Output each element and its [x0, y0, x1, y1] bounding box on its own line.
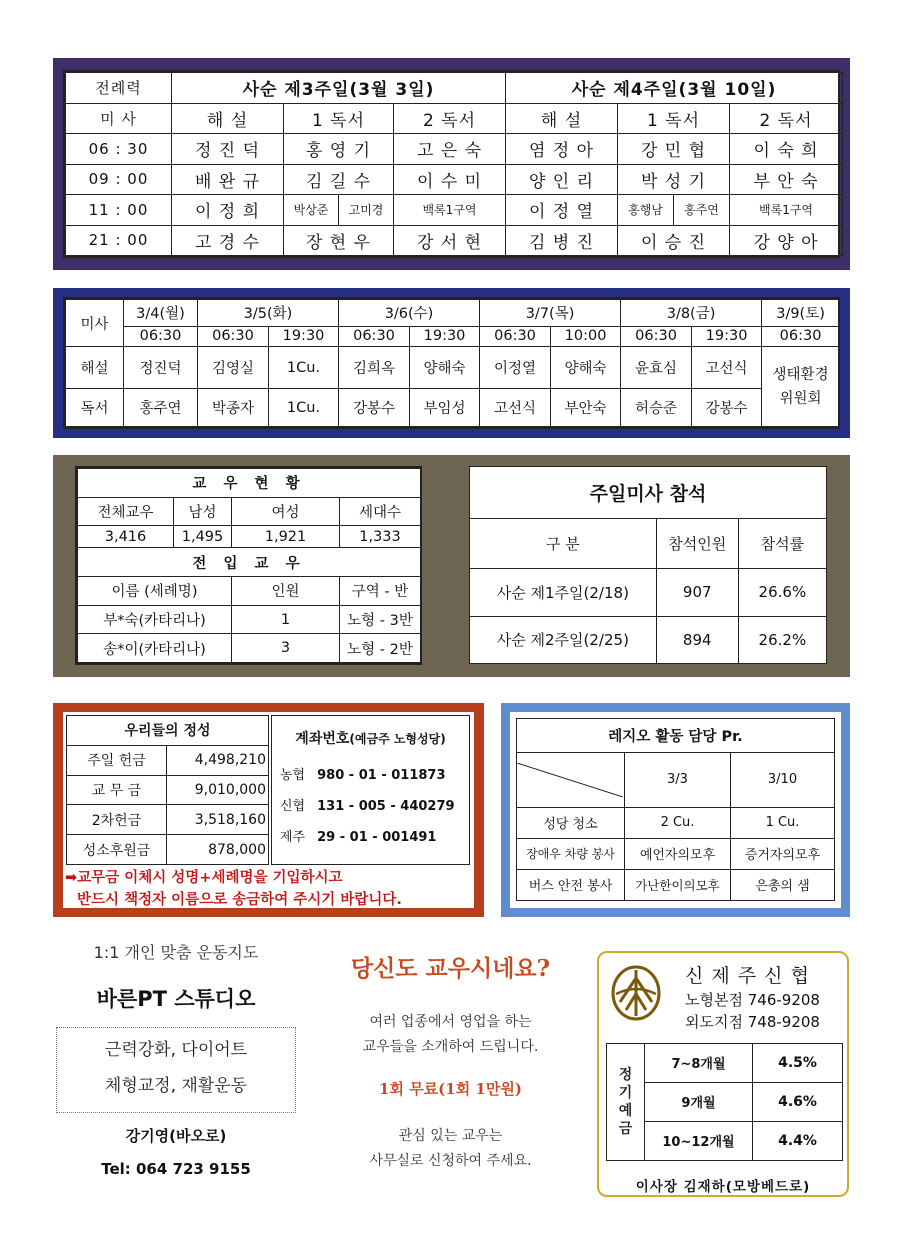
diagonal-line: [517, 763, 623, 797]
offering-panel: [53, 703, 484, 917]
parish-header: 전체교우: [78, 497, 174, 526]
day-header: 3/4(월): [124, 300, 198, 327]
schedule-cell: 이 정 희: [172, 195, 284, 226]
credit-union-logo-icon: [610, 964, 662, 1022]
parish-value: 1,921: [232, 526, 340, 548]
attendance-header: 구 분: [470, 519, 657, 569]
ad-line: 여러 업종에서 영업을 하는: [369, 1014, 532, 1030]
schedule-row: [66, 164, 843, 195]
schedule-cell: 장 현 우: [284, 225, 394, 256]
parish-header: 세대수: [340, 497, 421, 526]
pt-services-box: [56, 1027, 296, 1113]
bank-name: 제주: [280, 830, 306, 845]
attendance-label: 사순 제2주일(2/25): [470, 616, 657, 664]
transfer-title: 전 입 교 우: [78, 548, 421, 577]
schedule-cell: 홍행남: [618, 195, 674, 226]
parish-status-table: [77, 468, 421, 663]
schedule-cell: 김 병 진: [506, 225, 618, 256]
reader-cell: 강봉수: [692, 389, 762, 427]
attendance-box: [469, 466, 827, 664]
reader-cell: 부안숙: [551, 389, 621, 427]
deposit-rate: 4.6%: [753, 1082, 843, 1121]
commentator-cell: 윤효심: [621, 347, 692, 389]
reader-cell: 박종자: [198, 389, 269, 427]
commentator-cell: 1Cu.: [269, 347, 339, 389]
legio-panel: [501, 703, 850, 917]
transfer-header: 이름 (세례명): [78, 577, 232, 606]
schedule-cell: 백록1구역: [394, 195, 506, 226]
attendance-row: [470, 616, 827, 664]
account-number: 29 - 01 - 001491: [317, 830, 437, 845]
commentator-cell: 김희옥: [339, 347, 410, 389]
account-row: [280, 826, 469, 845]
mass-label: 미 사: [66, 103, 172, 134]
offering-label: 주일 헌금: [67, 745, 167, 775]
role-header: 1 독서: [284, 103, 394, 134]
pt-service: 체형교정, 재활운동: [104, 1076, 248, 1096]
schedule-cell: 백록1구역: [730, 195, 843, 226]
attendance-label: 사순 제1주일(2/18): [470, 569, 657, 617]
credit-union-ad: [597, 951, 849, 1197]
offering-row: [67, 835, 269, 865]
offering-amount: 9,010,000: [167, 775, 269, 805]
legio-row: [517, 869, 835, 900]
attendance-rate: 26.6%: [738, 569, 826, 617]
transfer-note-line1: ➡교무금 이체시 성명+세례명을 기입하시고: [65, 870, 343, 886]
pt-service: 근력강화, 다이어트: [104, 1040, 248, 1060]
offering-row: [67, 805, 269, 835]
reader-cell: 홍주연: [124, 389, 198, 427]
schedule-cell: 고미경: [339, 195, 394, 226]
ad-line: 사무실로 신청하여 주세요.: [369, 1153, 532, 1169]
reader-label: 독서: [66, 389, 124, 427]
offering-table: [66, 715, 269, 865]
pt-tagline: 1:1 개인 맞춤 운동지도: [93, 943, 259, 962]
legio-cell: 2 Cu.: [625, 807, 731, 838]
pt-name: 바른PT 스튜디오: [96, 987, 256, 1011]
reader-cell: 1Cu.: [269, 389, 339, 427]
schedule-cell: 양 인 리: [506, 164, 618, 195]
day-header: 3/6(수): [339, 300, 480, 327]
account-row: [280, 795, 469, 814]
legio-cell: 가난한이의모후: [625, 869, 731, 900]
schedule-cell: 이 숙 희: [730, 134, 843, 165]
schedule-cell: 박 성 기: [618, 164, 730, 195]
time-cell: 06:30: [480, 326, 551, 347]
schedule-cell: 이 승 진: [618, 225, 730, 256]
schedule-cell: 김 길 수: [284, 164, 394, 195]
role-header: 해 설: [172, 103, 284, 134]
mass-time: 09 : 00: [66, 164, 172, 195]
attendance-rate: 26.2%: [738, 616, 826, 664]
transfer-area: 노형 - 3반: [340, 605, 421, 634]
parish-status-title: 교 우 현 황: [78, 469, 421, 498]
legio-title: 레지오 활동 담당 Pr.: [517, 719, 835, 753]
legio-row: [517, 838, 835, 869]
schedule-cell: 정 진 덕: [172, 134, 284, 165]
attendance-count: 907: [656, 569, 738, 617]
attendance-header: 참석률: [738, 519, 826, 569]
schedule-cell: 배 완 규: [172, 164, 284, 195]
branch-info: 외도지점 748-9208: [685, 1013, 820, 1031]
weekday-schedule-panel: [53, 288, 850, 438]
day-header: 3/7(목): [480, 300, 621, 327]
schedule-cell: 부 안 숙: [730, 164, 843, 195]
commentator-cell: 양해숙: [551, 347, 621, 389]
schedule-cell: 강 민 협: [618, 134, 730, 165]
chairman: 이사장 김재하(모방베드로): [635, 1179, 811, 1195]
deposit-label: 정 기 예 금: [607, 1044, 645, 1161]
mass-time: 21 : 00: [66, 225, 172, 256]
time-cell: 19:30: [269, 326, 339, 347]
account-row: [280, 764, 469, 783]
deposit-term: 9개월: [645, 1082, 753, 1121]
legio-label: 성당 청소: [517, 807, 625, 838]
pt-studio-ad: [56, 940, 296, 1178]
day-header: 3/8(금): [621, 300, 762, 327]
ad-line: 관심 있는 교우는: [398, 1128, 503, 1144]
parish-header: 남성: [174, 497, 232, 526]
account-title: 계좌번호(예금주 노형성당): [295, 731, 446, 747]
deposit-term: 7~8개월: [645, 1044, 753, 1083]
mass-label: 미사: [66, 300, 124, 347]
legio-date: 3/10: [731, 753, 835, 807]
time-cell: 19:30: [410, 326, 480, 347]
member-business-ad: [318, 950, 583, 1170]
commentator-cell: 양해숙: [410, 347, 480, 389]
legio-label: 버스 안전 봉사: [517, 869, 625, 900]
time-cell: 06:30: [621, 326, 692, 347]
offering-amount: 878,000: [167, 835, 269, 865]
offering-row: [67, 745, 269, 775]
legio-table: [516, 718, 835, 901]
offering-row: [67, 775, 269, 805]
offering-label: 성소후원금: [67, 835, 167, 865]
schedule-row: [66, 134, 843, 165]
deposit-rate: 4.5%: [753, 1044, 843, 1083]
role-header: 2 독서: [730, 103, 843, 134]
schedule-cell: 강 양 아: [730, 225, 843, 256]
mass-time: 11 : 00: [66, 195, 172, 226]
legio-row: [517, 807, 835, 838]
offering-amount: 4,498,210: [167, 745, 269, 775]
transfer-header: 구역 - 반: [340, 577, 421, 606]
sunday-schedule-table: [65, 72, 843, 256]
transfer-name: 부*숙(카타리나): [78, 605, 232, 634]
transfer-name: 송*이(카타리나): [78, 634, 232, 663]
parish-value: 1,333: [340, 526, 421, 548]
commentator-cell: 이정열: [480, 347, 551, 389]
time-cell: 06:30: [198, 326, 269, 347]
week4-header: 사순 제4주일(3월 10일): [506, 73, 843, 104]
offering-label: 2차헌금: [67, 805, 167, 835]
commentator-label: 해설: [66, 347, 124, 389]
legio-cell: 예언자의모후: [625, 838, 731, 869]
reader-cell: 강봉수: [339, 389, 410, 427]
week3-header: 사순 제3주일(3월 3일): [172, 73, 506, 104]
legio-cell: 증거자의모후: [731, 838, 835, 869]
role-header: 해 설: [506, 103, 618, 134]
day-header: 3/5(화): [198, 300, 339, 327]
parish-value: 1,495: [174, 526, 232, 548]
deposit-rate: 4.4%: [753, 1121, 843, 1160]
statistics-panel: [53, 455, 850, 677]
offering-amount: 3,518,160: [167, 805, 269, 835]
reader-cell: 고선식: [480, 389, 551, 427]
parish-header: 여성: [232, 497, 340, 526]
bank-name: 신협: [280, 799, 306, 814]
time-cell: 10:00: [551, 326, 621, 347]
schedule-cell: 염 정 아: [506, 134, 618, 165]
sunday-schedule-panel: [53, 58, 850, 270]
role-header: 1 독서: [618, 103, 730, 134]
deposit-rate-table: [606, 1043, 843, 1161]
schedule-cell: 이 정 열: [506, 195, 618, 226]
commentator-cell: 고선식: [692, 347, 762, 389]
offering-title: 우리들의 정성: [67, 716, 269, 746]
branch-info: 노형본점 746-9208: [685, 991, 820, 1009]
ad-title: 당신도 교우시네요?: [350, 955, 551, 982]
schedule-cell: 홍 영 기: [284, 134, 394, 165]
time-cell: 19:30: [692, 326, 762, 347]
attendance-row: [470, 569, 827, 617]
credit-union-name: 신 제 주 신 협: [685, 965, 810, 987]
time-cell: 06:30: [124, 326, 198, 347]
reader-cell: 부임성: [410, 389, 480, 427]
ad-line: 교우들을 소개하여 드립니다.: [362, 1039, 539, 1055]
attendance-header: 참석인원: [656, 519, 738, 569]
pt-phone: Tel: 064 723 9155: [101, 1160, 251, 1178]
bank-account-box: [271, 715, 470, 865]
account-number: 131 - 005 - 440279: [317, 799, 455, 814]
pt-owner: 강기영(바오로): [125, 1127, 227, 1145]
transfer-count: 1: [232, 605, 340, 634]
attendance-count: 894: [656, 616, 738, 664]
diagonal-corner: [517, 753, 625, 807]
time-cell: 06:30: [339, 326, 410, 347]
attendance-table: [469, 466, 827, 664]
transfer-area: 노형 - 2반: [340, 634, 421, 663]
legio-label: 장애우 차량 봉사: [517, 838, 625, 869]
transfer-row: [78, 605, 421, 634]
legio-date: 3/3: [625, 753, 731, 807]
deposit-term: 10~12개월: [645, 1121, 753, 1160]
transfer-note-line2: 반드시 책정자 이름으로 송금하여 주시기 바랍니다.: [77, 892, 402, 908]
offering-label: 교 무 금: [67, 775, 167, 805]
schedule-cell: 이 수 미: [394, 164, 506, 195]
weekday-schedule-table: [65, 299, 840, 427]
ad-price: 1회 무료(1회 1만원): [379, 1080, 522, 1098]
mass-time: 06 : 30: [66, 134, 172, 165]
schedule-cell: 홍주연: [674, 195, 730, 226]
bank-name: 농협: [280, 768, 306, 783]
reader-cell: 허승준: [621, 389, 692, 427]
schedule-cell: 박상준: [284, 195, 339, 226]
legio-cell: 1 Cu.: [731, 807, 835, 838]
schedule-cell: 강 서 현: [394, 225, 506, 256]
parish-status-box: [75, 466, 422, 665]
legio-cell: 은총의 샘: [731, 869, 835, 900]
account-number: 980 - 01 - 011873: [317, 768, 446, 783]
commentator-cell: 정진덕: [124, 347, 198, 389]
transfer-count: 3: [232, 634, 340, 663]
time-cell: 06:30: [762, 326, 840, 347]
commentator-cell: 김영실: [198, 347, 269, 389]
transfer-row: [78, 634, 421, 663]
schedule-row: [66, 195, 843, 226]
schedule-cell: 고 경 수: [172, 225, 284, 256]
schedule-row: [66, 225, 843, 256]
transfer-header: 인원: [232, 577, 340, 606]
schedule-cell: 고 은 숙: [394, 134, 506, 165]
day-header: 3/9(토): [762, 300, 840, 327]
schedule-corner: 전례력: [66, 73, 172, 104]
role-header: 2 독서: [394, 103, 506, 134]
saturday-cell: 생태환경 위원회: [762, 347, 840, 427]
parish-value: 3,416: [78, 526, 174, 548]
attendance-title: 주일미사 참석: [470, 467, 827, 519]
